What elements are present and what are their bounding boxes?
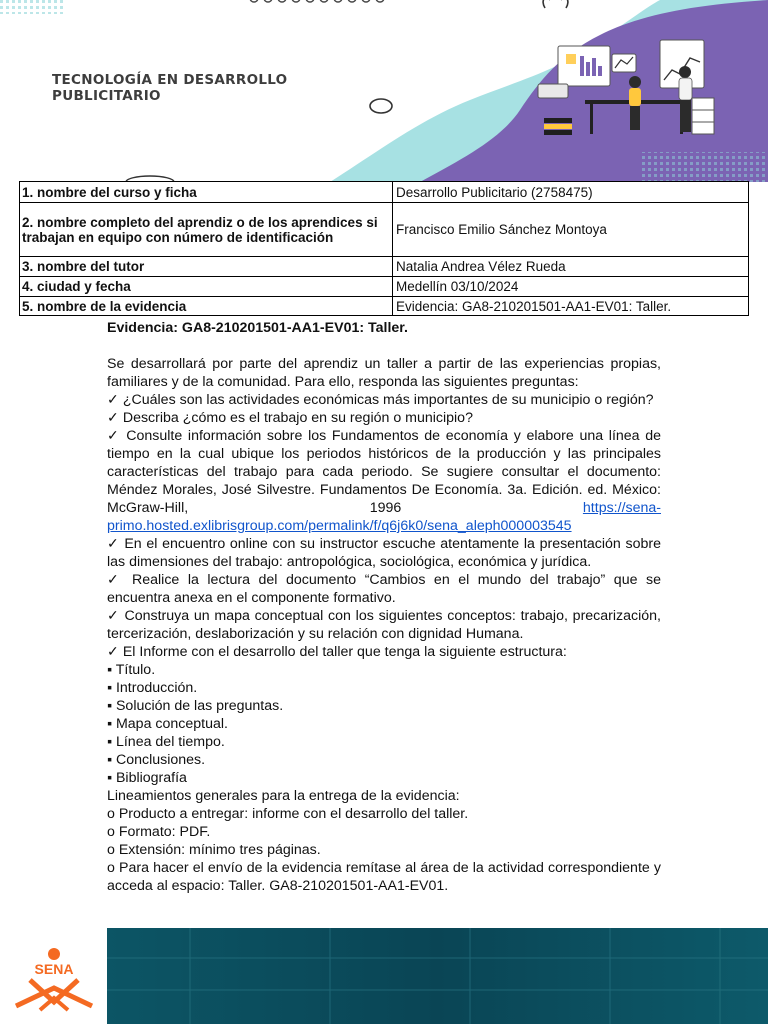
question-item: ✓ ¿Cuáles son las actividades económicas más importantes de su municipio o región? <box>107 392 654 408</box>
evidence-body <box>107 319 661 895</box>
table-row <box>20 297 749 316</box>
table-row <box>20 203 749 257</box>
table-row <box>20 277 749 297</box>
question-item: ✓ Describa ¿cómo es el trabajo en su región o municipio? <box>107 410 473 426</box>
row-value: Francisco Emilio Sánchez Montoya <box>393 203 749 257</box>
row-value: Desarrollo Publicitario (2758475) <box>393 182 749 203</box>
structure-item: ▪ Conclusiones. <box>107 752 206 768</box>
question-item <box>107 427 661 535</box>
course-info-table <box>19 181 749 316</box>
header-banner <box>0 0 768 182</box>
structure-item: ▪ Mapa conceptual. <box>107 716 228 732</box>
row-label: 2. nombre completo del aprendiz o de los aprendices si trabajan en equipo con número de identificación <box>20 203 393 257</box>
question-item: ✓ En el encuentro online con su instructor escuche atentamente la presentación sobre las dimensiones del trabajo: antropológica, sociológica, económica y jurídica. <box>107 536 661 570</box>
row-value: Evidencia: GA8-210201501-AA1-EV01: Taller. <box>393 297 749 316</box>
row-label: 5. nombre de la evidencia <box>20 297 393 316</box>
beads-decoration <box>250 0 384 2</box>
question-item: ✓ El Informe con el desarrollo del taller que tenga la siguiente estructura: <box>107 644 567 660</box>
evidence-title: Evidencia: GA8-210201501-AA1-EV01: Taller. <box>107 320 408 336</box>
row-value: Natalia Andrea Vélez Rueda <box>393 257 749 277</box>
structure-item: ▪ Bibliografía <box>107 770 187 786</box>
question-item: ✓ Construya un mapa conceptual con los siguientes conceptos: trabajo, precarización, tercerización, deslaborización y su relación con dignidad Humana. <box>107 608 661 642</box>
table-row <box>20 257 749 277</box>
row-label: 1. nombre del curso y ficha <box>20 182 393 203</box>
question-text: ✓ Consulte información sobre los Fundamentos de economía y elabore una línea de tiempo en la cual ubique los periodos históricos de la producción y las principales características del trabajo para cada periodo. Se sugiere consultar el documento: Méndez Morales, José Silvestre. Fundamentos De Economía. 3a. Edición. ed. México: McGraw-Hill, 1996 <box>107 428 661 516</box>
guideline-item: o Formato: PDF. <box>107 824 211 840</box>
document-title: TECNOLOGÍA EN DESARROLLO PUBLICITARIO <box>52 72 288 104</box>
sena-logo-text: SENA <box>34 961 74 977</box>
table-row <box>20 182 749 203</box>
structure-item: ▪ Introducción. <box>107 680 198 696</box>
sena-logo-icon <box>16 948 92 1010</box>
structure-item: ▪ Línea del tiempo. <box>107 734 225 750</box>
row-label: 4. ciudad y fecha <box>20 277 393 297</box>
footer-banner <box>0 928 768 1024</box>
guideline-item: o Producto a entregar: informe con el desarrollo del taller. <box>107 806 469 822</box>
reference-link[interactable]: https://sena-primo.hosted.exlibrisgroup.com/permalink/f/q6j6k0/sena_aleph000003545 <box>107 500 661 534</box>
intro-paragraph: Se desarrollará por parte del aprendiz un taller a partir de las experiencias propias, familiares y de la comunidad. Para ello, responda las siguientes preguntas: <box>107 356 661 390</box>
structure-item: ▪ Solución de las preguntas. <box>107 698 284 714</box>
row-label: 3. nombre del tutor <box>20 257 393 277</box>
question-item: ✓ Realice la lectura del documento “Cambios en el mundo del trabajo” que se encuentra anexa en el componente formativo. <box>107 572 661 606</box>
dot-grid-decoration <box>0 0 66 14</box>
footer-graphic <box>0 928 768 1024</box>
guideline-item: o Extensión: mínimo tres páginas. <box>107 842 321 858</box>
row-value: Medellín 03/10/2024 <box>393 277 749 297</box>
guideline-item: o Para hacer el envío de la evidencia remítase al área de la actividad correspondiente y acceda al espacio: Taller. GA8-210201501-AA1-EV01. <box>107 860 661 894</box>
ring-decoration <box>370 99 392 113</box>
guidelines-title: Lineamientos generales para la entrega de la evidencia: <box>107 788 460 804</box>
structure-item: ▪ Título. <box>107 662 156 678</box>
